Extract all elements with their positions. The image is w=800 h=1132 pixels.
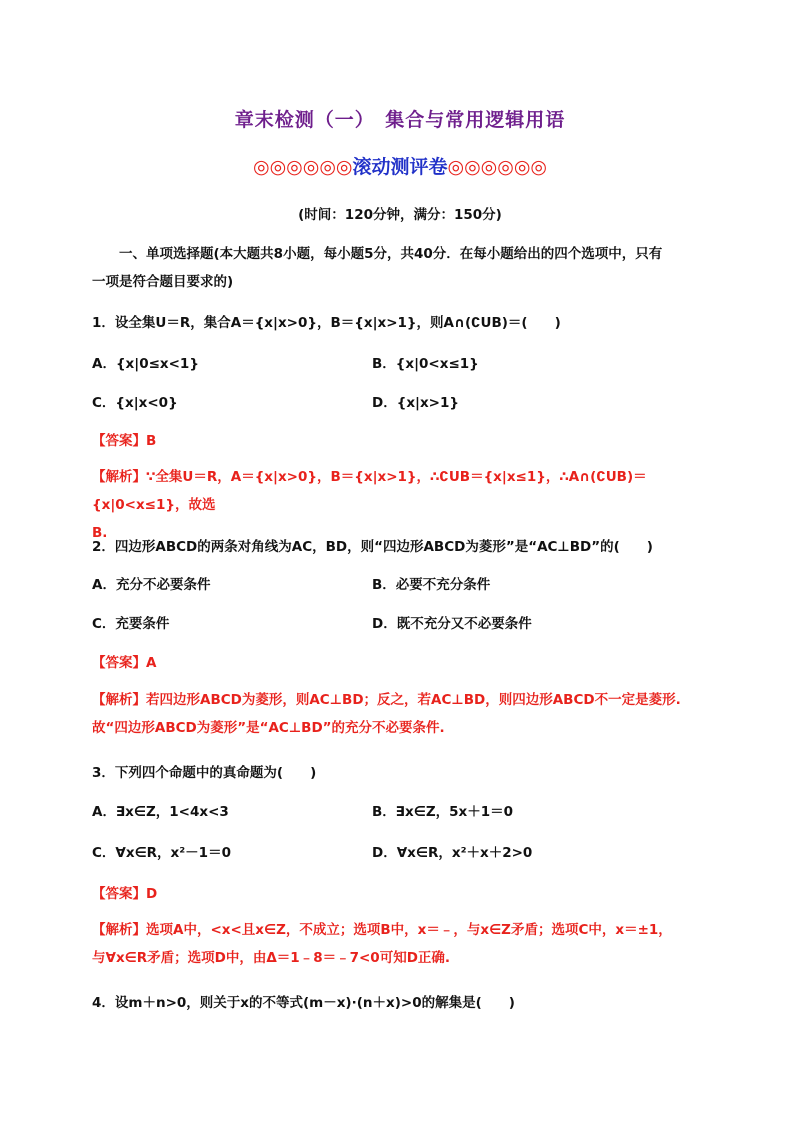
question-1-answer: 【答案】B: [92, 433, 157, 449]
time-info: (时间：120分钟，满分：150分): [298, 207, 502, 223]
question-3-option-d: D．∀x∈R，x²＋x＋2>0: [372, 845, 533, 861]
question-1-option-d: D．{x|x>1}: [372, 395, 459, 411]
explanation-line: B.: [92, 525, 108, 541]
page-subtitle: [0, 152, 800, 179]
section-heading: [92, 240, 712, 296]
subtitle-text: 滚动测评卷: [352, 156, 448, 178]
explanation-line: 【解析】∵全集U＝R，A＝{x|x>0}，B＝{x|x>1}，∴∁UB＝{x|x≤1}，∴A∩(∁UB)＝{x|0<x≤1}，故选: [92, 469, 647, 513]
question-3-option-b: B．∃x∈Z，5x＋1＝0: [372, 804, 513, 820]
question-4-stem: 4．设m＋n>0，则关于x的不等式(m－x)·(n＋x)>0的解集是( ): [92, 995, 515, 1011]
question-2-option-a: A．充分不必要条件: [92, 577, 211, 593]
page-title: 章末检测（一） 集合与常用逻辑用语: [234, 109, 566, 131]
question-2-stem: 2．四边形ABCD的两条对角线为AC，BD，则“四边形ABCD为菱形”是“AC⊥BD”的( ): [92, 539, 653, 555]
decoration-marks-right: ◎◎◎◎◎◎: [447, 156, 547, 178]
explanation-line: 【解析】选项A中，<x<且x∈Z，不成立；选项B中，x＝﹣，与x∈Z矛盾；选项C中，x＝±1，: [92, 922, 672, 938]
explanation-line: 故“四边形ABCD为菱形”是“AC⊥BD”的充分不必要条件.: [92, 720, 445, 736]
explanation-line: 与∀x∈R矛盾；选项D中，由Δ＝1﹣8＝﹣7<0可知D正确.: [92, 950, 451, 966]
question-1-option-b: B．{x|0<x≤1}: [372, 356, 479, 372]
question-1-option-c: C．{x|x<0}: [92, 395, 178, 411]
section-heading-line: 一、单项选择题(本大题共8小题，每小题5分，共40分．在每小题给出的四个选项中，只有: [119, 246, 663, 262]
section-heading-line: 一项是符合题目要求的): [92, 274, 234, 290]
question-2-explanation: [92, 686, 712, 742]
question-2-option-d: D．既不充分又不必要条件: [372, 616, 532, 632]
question-1-option-a: A．{x|0≤x<1}: [92, 356, 199, 372]
question-1-stem: 1．设全集U＝R，集合A＝{x|x>0}，B＝{x|x>1}，则A∩(∁UB)＝( ): [92, 315, 561, 331]
question-3-option-c: C．∀x∈R，x²－1＝0: [92, 845, 231, 861]
question-2-answer: 【答案】A: [92, 655, 157, 671]
question-2-option-c: C．充要条件: [92, 616, 170, 632]
question-3-explanation: [92, 916, 712, 972]
question-3-option-a: A．∃x∈Z，1<4x<3: [92, 804, 229, 820]
question-3-answer: 【答案】D: [92, 886, 158, 902]
explanation-line: 【解析】若四边形ABCD为菱形，则AC⊥BD；反之，若AC⊥BD，则四边形ABCD不一定是菱形.: [92, 692, 681, 708]
question-2-option-b: B．必要不充分条件: [372, 577, 491, 593]
question-3-stem: 3．下列四个命题中的真命题为( ): [92, 765, 317, 781]
decoration-marks-left: ◎◎◎◎◎◎: [253, 156, 353, 178]
